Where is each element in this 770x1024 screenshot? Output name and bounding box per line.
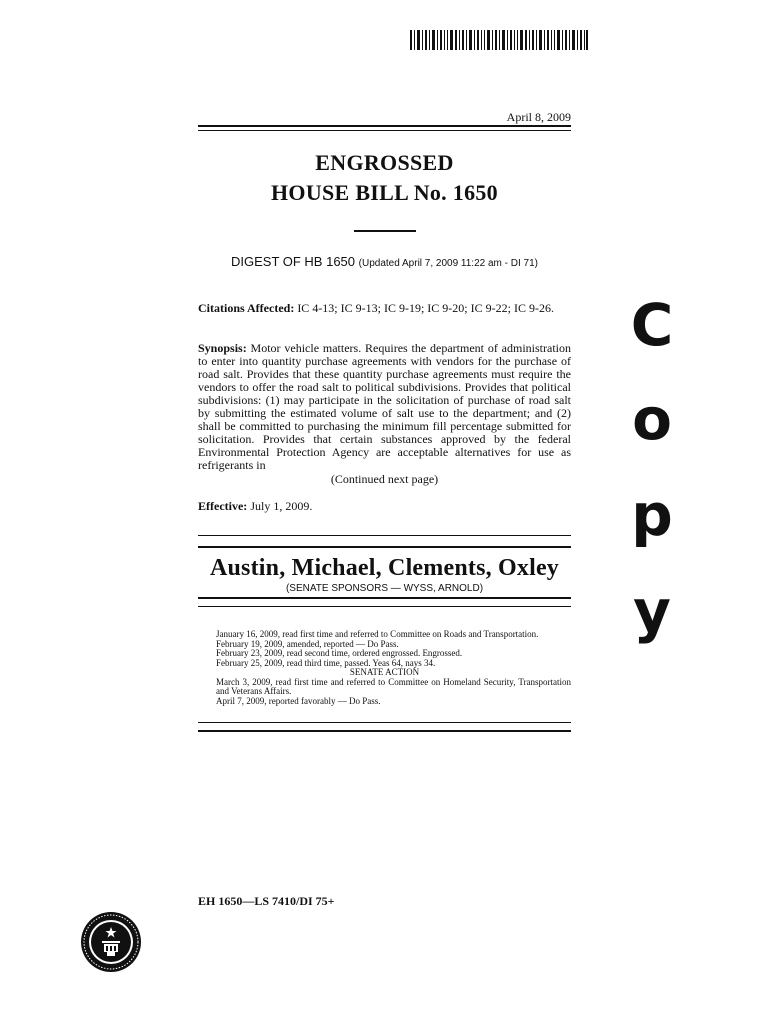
legislative-history: [198, 630, 571, 706]
effective-section: [198, 499, 312, 514]
title-divider: [354, 230, 416, 232]
synopsis-label: Synopsis:: [198, 341, 247, 355]
bill-title-line1: ENGROSSED: [315, 150, 454, 175]
barcode-icon: [410, 30, 588, 50]
synopsis-text: Motor vehicle matters. Requires the department of administration to enter into quantity purchase agreements with vendors for the purchase of road salt. Provides that these quantity purchase agreements must require the vendors to offer the road salt to political subdivisions. Provides that political subdivisions: (1) may participate in the solicitation of purchase of road salt by submitting the estimated volume of salt use to the department; and (2) shall be committed to purchasing the minimum fill percentage submitted for solicitation. Provides that certain substances approved by the federal Environmental Protection Agency are acceptable alternatives for use as refrigerants in: [198, 341, 572, 472]
bill-date: April 8, 2009: [506, 110, 571, 124]
citations-section: [198, 302, 571, 315]
continued-note: (Continued next page): [330, 472, 439, 486]
bill-title: [198, 148, 571, 208]
authors-names: Austin, Michael, Clements, Oxley: [209, 555, 560, 581]
digest-label: DIGEST OF HB 1650: [230, 254, 356, 269]
history-rule-top: [198, 722, 571, 723]
authors-rule-top: [198, 535, 571, 536]
effective-text: July 1, 2009.: [250, 499, 313, 513]
header-rule: [198, 125, 571, 127]
history-entry: February 25, 2009, read third time, passed. Yeas 64, nays 34.: [216, 657, 436, 668]
copy-watermark-letter: y: [633, 577, 671, 645]
digest-heading: [198, 254, 571, 269]
state-seal-icon: [80, 911, 142, 973]
history-entry: February 19, 2009, amended, reported — Do Pass.: [216, 638, 399, 649]
header-rule-thin: [198, 130, 571, 131]
authors-rule-top-thick: [198, 546, 571, 548]
digest-update: (Updated April 7, 2009 11:22 am - DI 71): [358, 258, 539, 269]
copy-watermark-letter: C: [630, 291, 674, 359]
history-entry: April 7, 2009, reported favorably — Do Pass.: [216, 695, 381, 706]
authors-rule-bottom-thin: [198, 606, 571, 607]
senate-sponsors: (SENATE SPONSORS — WYSS, ARNOLD): [285, 583, 484, 594]
history-entry: February 23, 2009, read second time, ordered engrossed. Engrossed.: [216, 648, 463, 658]
history-entry: March 3, 2009, read first time and referred to Committee on Homeland Security, Transportation and Veterans Affairs.: [216, 676, 571, 696]
synopsis-section: [198, 342, 571, 472]
authors-rule-bottom: [198, 597, 571, 599]
history-rule-bottom: [198, 730, 571, 732]
copy-watermark-letter: p: [631, 481, 673, 549]
history-entry: January 16, 2009, read first time and referred to Committee on Roads and Transportation.: [216, 629, 539, 639]
copy-watermark-letter: o: [632, 385, 672, 453]
effective-label: Effective:: [198, 499, 248, 513]
bill-title-line2: HOUSE BILL No. 1650: [271, 180, 498, 205]
citations-text: IC 4-13; IC 9-13; IC 9-19; IC 9-20; IC 9-22; IC 9-26.: [297, 301, 554, 315]
document-id: EH 1650—LS 7410/DI 75+: [198, 894, 335, 908]
citations-label: Citations Affected:: [198, 301, 295, 315]
senate-action-heading: SENATE ACTION: [349, 667, 420, 677]
